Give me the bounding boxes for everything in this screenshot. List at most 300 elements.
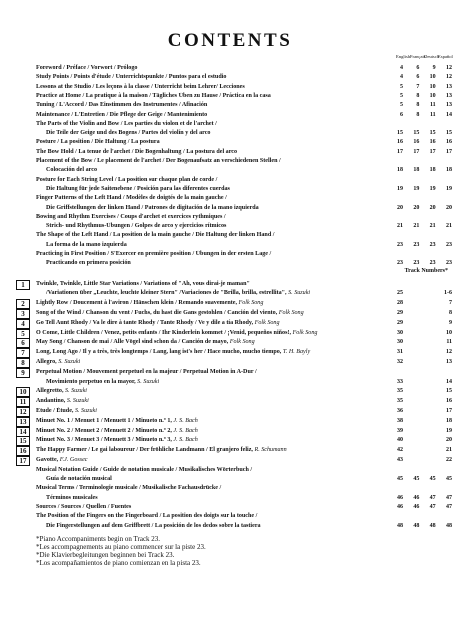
page-number: 47 (429, 494, 436, 501)
page-number: 20 (445, 204, 452, 211)
toc-row (0, 241, 460, 250)
track-number: 16 (446, 398, 452, 405)
song-page-track (388, 446, 452, 455)
page-number: 46 (397, 504, 403, 510)
page-number: 13 (445, 83, 452, 90)
toc-row (0, 157, 460, 166)
toc-row (0, 111, 460, 120)
toc-label: Die Haltung für jede Saitenebene / Posición para las diferentes cuerdas (46, 185, 230, 192)
song-name: Twinkle, Twinkle, Little Star Variations / Variations of "Ah, vous dirai-je maman" (36, 280, 250, 287)
song-name: Song of the Wind / Chanson du vent / Fuchs, du hast die Gans gestohlen / Canción del viento, (36, 310, 279, 316)
page-number (413, 456, 428, 465)
page-number (413, 338, 428, 347)
page-number: 47 (445, 494, 452, 501)
page-numbers (388, 83, 452, 92)
page-numbers (388, 204, 452, 213)
page-number (413, 309, 428, 318)
page-numbers (388, 222, 452, 231)
page-numbers (388, 166, 452, 175)
toc-row (0, 250, 460, 259)
song-title (36, 446, 392, 455)
toc-label: Musical Notation Guide / Guide de notation musicale / Musikalisches Wörterbuch / (36, 466, 253, 473)
toc-row (0, 503, 460, 512)
page-number (413, 417, 428, 426)
toc-row (0, 92, 460, 101)
page-number: 45 (445, 476, 452, 483)
toc-row (0, 101, 460, 110)
page-number: 19 (413, 185, 420, 192)
page-number: 13 (445, 102, 452, 109)
song-name: O Come, Little Children / Venez, petits enfants / Ihr Kinderlein kommet / ¡Venid, pequeños niños!, (36, 329, 293, 336)
page-number: 45 (429, 476, 436, 483)
track-number: 15 (446, 388, 452, 395)
toc-label: Study Points / Points d'étude / Unterrichtspunkte / Puntos para el estudio (36, 74, 227, 81)
track-number: 11 (446, 339, 452, 346)
track-number: 8 (449, 310, 452, 316)
toc-row (0, 222, 460, 231)
page-number: 36 (397, 408, 403, 414)
song-title (36, 436, 392, 445)
song-page-track (388, 456, 452, 465)
page-number: 19 (397, 185, 403, 192)
track-number: 13 (446, 359, 452, 365)
page-number: 4 (400, 65, 403, 71)
track-number: 14 (446, 378, 452, 385)
track-number: 1-6 (444, 290, 452, 297)
toc-row (0, 176, 460, 185)
track-number: 20 (446, 437, 452, 444)
page-number (413, 407, 428, 416)
page-number: 5 (400, 83, 403, 90)
toc-label: Colocación del arco (46, 167, 97, 174)
page-number: 48 (445, 522, 452, 529)
page-number (413, 348, 428, 357)
page-numbers (388, 73, 452, 82)
page-number (413, 378, 428, 387)
page-numbers (388, 241, 452, 250)
song-page-track (388, 378, 452, 387)
song-name: Etude / Étude, (36, 408, 75, 414)
page-number: 28 (397, 300, 403, 307)
page-number: 45 (397, 476, 403, 483)
page-number: 17 (429, 148, 436, 155)
page-number: 16 (413, 139, 420, 146)
song-page-track (388, 358, 452, 367)
toc-row (0, 475, 460, 484)
song-page-track (388, 289, 452, 298)
page-number: 48 (397, 522, 403, 529)
song-name: Minuet No. 3 / Menuet 3 / Menuett 3 / Minueto n.º 3, (36, 437, 174, 444)
song-title (36, 319, 392, 328)
track-number: 18 (446, 417, 452, 424)
song-row-continued (0, 378, 460, 387)
page-number: 8 (416, 111, 420, 118)
page-number: 48 (429, 522, 436, 529)
toc-row (0, 512, 460, 521)
toc-row (0, 484, 460, 493)
song-page-track (388, 427, 452, 436)
lang-header: Deutsch (424, 54, 440, 59)
track-number-box: 8 (16, 358, 30, 368)
toc-row (0, 64, 460, 73)
track-number-box: 2 (16, 299, 30, 309)
track-number-box: 1 (16, 280, 30, 290)
page-number: 8 (416, 92, 420, 99)
composer: T. H. Bayly (282, 349, 311, 356)
page-number: 47 (445, 504, 452, 510)
toc-label: Lessons at the Studio / Les leçons à la classe / Unterricht beim Lehrer/ Lecciones (36, 83, 245, 90)
track-number-box: 15 (16, 436, 30, 446)
page-number: 23 (429, 241, 436, 248)
song-row (0, 456, 460, 465)
toc-row (0, 213, 460, 222)
lang-header: Español (438, 54, 453, 59)
toc-label: Musical Terms / Terminologie musicale / Musikalische Fachausdrücke / (36, 485, 222, 492)
page-number: 21 (429, 223, 436, 230)
track-number-box: 16 (16, 446, 30, 456)
page-number: 23 (413, 241, 420, 248)
track-number-box: 3 (16, 309, 30, 319)
page-number: 12 (445, 74, 452, 81)
page-number: 23 (413, 260, 420, 267)
page-number: 46 (413, 504, 420, 510)
song-row (0, 368, 460, 377)
page-number: 15 (445, 130, 452, 137)
toc-row (0, 166, 460, 175)
composer: S. Suzuki (65, 388, 88, 395)
song-title (36, 299, 392, 308)
composer: S. Suzuki (58, 359, 81, 365)
song-page-track (388, 329, 452, 338)
toc-label: Foreword / Préface / Vorwort / Prólogo (36, 65, 138, 71)
song-name: /Variationen über „Leuchte, leuchte kleiner Stern" /Variaciones de "Brilla, brilla, estrellita", (46, 290, 289, 297)
song-title (36, 407, 392, 416)
toc-row (0, 259, 460, 268)
page-number: 23 (397, 260, 403, 267)
song-row (0, 338, 460, 347)
page-number (413, 397, 428, 406)
page-number (413, 427, 428, 436)
page-number: 20 (429, 204, 436, 211)
page-number: 46 (413, 494, 420, 501)
song-row (0, 309, 460, 318)
page-number: 23 (397, 241, 403, 248)
song-page-track (388, 397, 452, 406)
song-row (0, 280, 460, 289)
page-number: 18 (397, 167, 403, 174)
page-numbers (388, 522, 452, 531)
page-number: 21 (413, 223, 420, 230)
page-number: 20 (397, 204, 403, 211)
track-number: 22 (446, 457, 452, 463)
page-number (413, 446, 428, 455)
page-number: 23 (429, 260, 436, 267)
composer: Folk Song (238, 300, 264, 307)
song-title (36, 338, 392, 347)
song-title (36, 358, 392, 367)
song-page-track (388, 348, 452, 357)
page-number: 33 (397, 378, 403, 385)
page-number: 12 (445, 65, 452, 71)
song-name: Gavotte, (36, 457, 60, 463)
track-numbers-label: Track Numbers* (404, 267, 448, 274)
track-number-box: 4 (16, 319, 30, 329)
page-number (413, 436, 428, 445)
song-name: Allegretto, (36, 388, 65, 395)
song-row (0, 329, 460, 338)
song-name: Allegro, (36, 359, 59, 365)
song-page-track (388, 309, 452, 318)
toc-row (0, 129, 460, 138)
toc-label: Sources / Sources / Quellen / Fuentes (36, 504, 132, 510)
composer: S. Suzuki (137, 378, 160, 385)
toc-label: Die Griffstellungen der linken Hand / Patrones de digitación de la mano izquierda (46, 204, 259, 211)
page-number (413, 358, 428, 367)
composer: J. S. Bach (173, 417, 198, 424)
page-number: 8 (416, 102, 420, 109)
toc-label: Practice at Home / La pratique à la maison / Tägliches Üben zu Hause / Práctica en la casa (36, 92, 271, 99)
page-numbers (388, 503, 452, 512)
page-number: 15 (397, 130, 403, 137)
composer: S. Suzuki (288, 290, 311, 297)
composer: J. S. Bach (173, 427, 198, 434)
page-number: 46 (397, 494, 403, 501)
page-number: 39 (397, 427, 403, 434)
composer: Folk Song (278, 310, 304, 316)
song-name: The Happy Farmer / Le gai laboureur / Der fröhliche Landmann / El granjero feliz, (36, 447, 255, 454)
track-number-box: 14 (16, 427, 30, 437)
footnote: *Die Klavierbegleitungen beginnen bei Track 23. (36, 550, 175, 559)
toc-label: Practicing in First Position / S'Exercer en première position / Übungen in der ersten Lage / (36, 251, 272, 257)
toc-label: The Position of the Fingers on the Fingerboard / La position des doigts sur la touche / (36, 513, 258, 520)
page-number: 32 (397, 359, 403, 365)
page-number: 25 (397, 290, 403, 297)
page-numbers (388, 101, 452, 110)
lang-header: Français (410, 54, 426, 59)
language-headers (396, 54, 452, 59)
song-name: Andantino, (36, 398, 67, 405)
song-row (0, 397, 460, 406)
song-name: Perpetual Motion / Mouvement perpetuel en la majeur / Perpetual Motion in A-Dur / (36, 368, 257, 375)
track-number: 10 (446, 329, 452, 336)
toc-row (0, 522, 460, 531)
page-number: 6 (416, 74, 420, 81)
page-number: 6 (400, 111, 403, 118)
toc-label: Die Fingerstellungen auf dem Griffbrett / La posición de los dedos sobre la tastiera (46, 522, 261, 529)
track-number-box: 12 (16, 407, 30, 417)
toc-label: Strich- und Rhythmus-Übungen / Golpes de arco y ejercicios rítmicos (46, 223, 227, 230)
page-number (413, 299, 428, 308)
toc-label: Posture for Each String Level / La position sur chaque plan de corde / (36, 176, 218, 183)
page-number: 5 (400, 102, 403, 109)
page-number: 31 (397, 349, 403, 356)
toc-label: Placement of the Bow / Le placement de l'archet / Der Bogenaufsatz an verschiedenen Stellen / (36, 158, 281, 164)
page-number: 29 (397, 319, 403, 326)
track-number: 19 (446, 427, 452, 434)
toc-label: Maintenance / L'Entretien / Die Pflege der Geige / Mantenimiento (36, 111, 208, 118)
song-row (0, 358, 460, 367)
toc-row (0, 231, 460, 240)
page-number: 20 (413, 204, 420, 211)
page-numbers (388, 64, 452, 73)
song-page-track (388, 299, 452, 308)
page-number: 18 (413, 167, 420, 174)
page-number: 48 (413, 522, 420, 529)
toc-row (0, 148, 460, 157)
toc-row (0, 120, 460, 129)
page-number: 5 (400, 92, 403, 99)
song-title (36, 309, 392, 318)
toc-row (0, 185, 460, 194)
toc-row (0, 73, 460, 82)
song-title (36, 397, 392, 406)
toc-label: Tuning / L'Accord / Das Einstimmen des Instrumentes / Afinación (36, 102, 208, 109)
song-row (0, 427, 460, 436)
track-number-box: 11 (16, 397, 30, 407)
page-number: 17 (445, 148, 452, 155)
song-row (0, 387, 460, 396)
toc-label: Finger Patterns of the Left Hand / Modèles de doigtés de la main gauche / (36, 195, 227, 202)
toc-row (0, 83, 460, 92)
track-number-box: 10 (16, 387, 30, 397)
page-numbers (388, 475, 452, 484)
page-number: 11 (429, 102, 436, 109)
footnote: *Piano Accompaniments begin on Track 23. (36, 534, 161, 543)
song-title (36, 456, 392, 465)
song-title (36, 427, 392, 436)
track-number: 7 (449, 300, 452, 307)
page-number: 35 (397, 388, 403, 395)
toc-label: The Bow Hold / La tenue de l'archet / Die Bogenhaltung / La postura del arco (36, 148, 238, 155)
song-title (36, 368, 392, 377)
page-number: 15 (429, 130, 436, 137)
song-row (0, 348, 460, 357)
footnote: *Los acompañamientos de piano comienzan en la pista 23. (36, 558, 201, 567)
toc-row (0, 494, 460, 503)
song-page-track (388, 338, 452, 347)
page-number: 16 (445, 139, 452, 146)
song-page-track (388, 436, 452, 445)
page-numbers (388, 148, 452, 157)
page-number: 14 (445, 111, 452, 118)
page-number: 35 (397, 398, 403, 405)
song-name: Lightly Row / Doucement à l'aviron / Hänschen klein / Remando suavemente, (36, 300, 239, 307)
song-name: Long, Long Ago / Il y a très, très longtemps / Lang, lang ist's her / Hace mucho, mucho tiempo, (36, 349, 283, 356)
page-number: 29 (397, 310, 403, 316)
song-title-continued (36, 378, 392, 387)
toc-label: Términos musicales (46, 494, 98, 501)
toc-row (0, 194, 460, 203)
toc-label: The Shape of the Left Hand / La position de la main gauche / Die Haltung der linken Hand / (36, 232, 275, 239)
page-number (413, 319, 428, 328)
page-number: 45 (413, 476, 420, 483)
page-number: 6 (416, 65, 420, 71)
song-page-track (388, 417, 452, 426)
page-number: 38 (397, 417, 403, 424)
song-name: Minuet No. 1 / Menuet 1 / Menuett 1 / Minueto n.º 1, (36, 417, 174, 424)
page-number: 47 (429, 504, 436, 510)
page-number (413, 387, 428, 396)
page-number: 11 (429, 111, 436, 118)
song-row-continued (0, 289, 460, 298)
song-title (36, 417, 392, 426)
track-number: 12 (446, 349, 452, 356)
page-numbers (388, 494, 452, 503)
page-title: CONTENTS (167, 30, 293, 51)
toc-row (0, 466, 460, 475)
page-number: 23 (445, 241, 452, 248)
song-title (36, 387, 392, 396)
page-number: 18 (429, 167, 436, 174)
toc-label: La forma de la mano izquierda (46, 241, 127, 248)
page-number: 19 (445, 185, 452, 192)
track-number-box: 7 (16, 348, 30, 358)
page-number (413, 289, 428, 298)
song-row (0, 446, 460, 455)
lang-header: English (396, 54, 411, 59)
toc-label: Bowing and Rhythm Exercises / Coups d'archet et exercices rythmiques / (36, 213, 226, 220)
track-number: 17 (446, 408, 452, 414)
track-number-box: 9 (16, 368, 30, 378)
page-number: 30 (397, 329, 403, 336)
page-number: 4 (400, 74, 403, 81)
song-row (0, 319, 460, 328)
page-number (413, 329, 428, 338)
composer: Folk Song (229, 339, 255, 346)
track-number-box: 13 (16, 417, 30, 427)
page-numbers (388, 129, 452, 138)
page-number: 7 (416, 83, 420, 90)
song-title (36, 348, 392, 357)
composer: J. S. Bach (173, 437, 198, 444)
song-name: Minuet No. 2 / Menuet 2 / Menuett 2 / Minueto n.º 2, (36, 427, 174, 434)
track-number: 21 (446, 447, 452, 454)
page-number: 42 (397, 447, 403, 454)
page-number: 21 (397, 223, 403, 230)
composer: S. Suzuki (74, 408, 97, 414)
song-title (36, 329, 392, 338)
page-numbers (388, 111, 452, 120)
page-number: 43 (397, 457, 403, 463)
page-number: 16 (397, 139, 403, 146)
toc-row (0, 204, 460, 213)
footnote: *Les accompagnements au piano commencer sur la piste 23. (36, 542, 206, 551)
page-number: 9 (432, 65, 436, 71)
song-row (0, 436, 460, 445)
page-number: 10 (429, 74, 436, 81)
song-name: Movimiento perpetuo en la mayor, (46, 378, 138, 385)
composer: Folk Song (292, 329, 318, 336)
page-number: 17 (413, 148, 420, 155)
page-number: 16 (429, 139, 436, 146)
song-title (36, 280, 392, 289)
song-title-continued (36, 289, 392, 298)
page-number: 17 (397, 148, 403, 155)
page-number: 21 (445, 223, 452, 230)
track-number-box: 17 (16, 456, 30, 466)
page-number: 10 (429, 92, 436, 99)
page-number: 13 (445, 92, 452, 99)
toc-label: Die Teile der Geige und des Bogens / Partes del violín y del arco (46, 130, 211, 137)
page-number: 18 (445, 167, 452, 174)
page-number: 10 (429, 83, 436, 90)
page-numbers (388, 138, 452, 147)
track-number-box: 6 (16, 338, 30, 348)
song-page-track (388, 387, 452, 396)
song-row (0, 417, 460, 426)
toc-label: Practicando en primera posición (46, 260, 131, 267)
composer: Folk Song (254, 319, 280, 326)
